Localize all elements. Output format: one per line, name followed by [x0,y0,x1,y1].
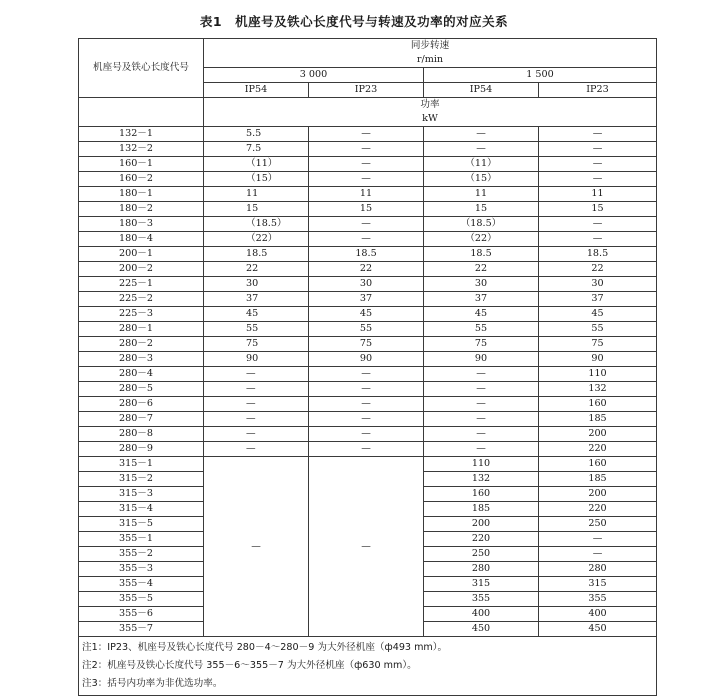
merged-dash-3000-ip23: — [309,457,424,637]
table-cell: 180－2 [79,202,204,217]
table-row [79,412,657,427]
table-cell: 355－2 [79,547,204,562]
table-cell: 18.5 [204,247,309,262]
table-cell: 11 [309,187,424,202]
table-cell: — [309,217,424,232]
header-sync-speed [204,39,657,68]
table-row [79,232,657,247]
table-cell: 355－7 [79,622,204,637]
table-cell: 185 [539,412,657,427]
table-cell: 280－6 [79,397,204,412]
frame-power-table [78,38,657,696]
table-row [79,307,657,322]
table-cell: 45 [539,307,657,322]
table-cell: 315－1 [79,457,204,472]
table-cell: — [204,397,309,412]
table-cell: 355 [424,592,539,607]
table-cell: 15 [539,202,657,217]
table-cell: 355 [539,592,657,607]
table-cell: 315 [424,577,539,592]
table-cell: （15） [424,172,539,187]
table-row [79,457,657,472]
table-cell: 18.5 [424,247,539,262]
table-cell: 132 [424,472,539,487]
table-cell: — [539,172,657,187]
table-cell: — [309,232,424,247]
table-row [79,202,657,217]
table-cell: — [309,442,424,457]
table-row [79,127,657,142]
table-cell: 355－1 [79,532,204,547]
table-cell: （15） [204,172,309,187]
table-cell: 200 [539,487,657,502]
table-cell: 55 [424,322,539,337]
table-cell: 37 [539,292,657,307]
table-cell: — [309,142,424,157]
table-cell: 11 [204,187,309,202]
table-cell: — [309,127,424,142]
table-cell: — [204,442,309,457]
table-row [79,277,657,292]
table-cell: — [204,367,309,382]
table-cell: — [309,412,424,427]
table-cell: — [309,397,424,412]
table-cell: 90 [204,352,309,367]
header-frame-code: 机座号及铁心长度代号 [79,39,204,98]
table-cell: 5.5 [204,127,309,142]
table-cell: 400 [539,607,657,622]
header-ip54-1500: IP54 [424,83,539,98]
table-cell: 55 [539,322,657,337]
note-line: 注2：机座号及铁心长度代号 355－6～355－7 为大外径机座（ф630 mm）。 [82,660,417,671]
table-cell: 22 [309,262,424,277]
table-cell: 280－2 [79,337,204,352]
table-row [79,382,657,397]
table-cell: 185 [424,502,539,517]
table-cell: 280 [539,562,657,577]
header-speed-1500: 1 500 [424,68,657,83]
table-cell: 132 [539,382,657,397]
table-cell: — [204,427,309,442]
speed-unit: r/min [416,54,444,65]
table-cell: 30 [309,277,424,292]
table-cell: （11） [204,157,309,172]
table-cell: — [424,412,539,427]
table-cell: 450 [539,622,657,637]
table-cell: — [309,382,424,397]
table-cell: — [424,397,539,412]
table-row [79,157,657,172]
table-cell: 200 [424,517,539,532]
speed-label: 同步转速 [410,40,450,51]
table-cell: — [309,157,424,172]
table-cell: 225－3 [79,307,204,322]
table-cell: 90 [309,352,424,367]
table-cell: 280－5 [79,382,204,397]
table-cell: 280－1 [79,322,204,337]
table-cell: 160 [539,397,657,412]
header-power [204,98,657,127]
table-cell: — [539,547,657,562]
table-cell: （22） [204,232,309,247]
table-row [79,322,657,337]
power-unit: kW [422,113,438,124]
table-cell: 30 [424,277,539,292]
table-cell: 250 [424,547,539,562]
table-cell: — [539,532,657,547]
table-row [79,352,657,367]
table-row [79,337,657,352]
table-cell: 200 [539,427,657,442]
table-cell: — [309,427,424,442]
table-cell: — [424,142,539,157]
table-row [79,292,657,307]
table-row [79,397,657,412]
table-cell: 355－4 [79,577,204,592]
header-ip54-3000: IP54 [204,83,309,98]
table-cell: 160 [539,457,657,472]
table-row [79,217,657,232]
table-cell: 315－4 [79,502,204,517]
table-cell: — [424,367,539,382]
table-title: 表1 机座号及铁心长度代号与转速及功率的对应关系 [199,14,509,29]
table-row [79,187,657,202]
table-cell: 110 [424,457,539,472]
table-cell: — [539,142,657,157]
table-cell: 280－3 [79,352,204,367]
table-row [79,172,657,187]
table-cell: 280－9 [79,442,204,457]
table-cell: 75 [204,337,309,352]
table-cell: 30 [539,277,657,292]
table-cell: — [424,382,539,397]
note-line: 注3：括号内功率为非优选功率。 [82,678,223,689]
table-cell: （18.5） [204,217,309,232]
table-cell: 30 [204,277,309,292]
table-cell: 200－1 [79,247,204,262]
table-cell: 160－1 [79,157,204,172]
table-cell: 90 [539,352,657,367]
table-cell: 90 [424,352,539,367]
table-cell: 37 [204,292,309,307]
table-cell: 18.5 [539,247,657,262]
table-cell: 180－3 [79,217,204,232]
note-line: 注1：IP23、机座号及铁心长度代号 280－4～280－9 为大外径机座（ф493 mm）。 [82,642,448,653]
table-cell: 280－8 [79,427,204,442]
table-cell: 280 [424,562,539,577]
table-cell: — [539,217,657,232]
table-cell: 45 [204,307,309,322]
table-cell: 132－1 [79,127,204,142]
table-cell: 400 [424,607,539,622]
table-cell: 315－5 [79,517,204,532]
table-cell: 225－2 [79,292,204,307]
table-cell: — [424,127,539,142]
table-cell: （18.5） [424,217,539,232]
table-cell: 11 [424,187,539,202]
table-cell: 75 [424,337,539,352]
header-ip23-1500: IP23 [539,83,657,98]
table-row [79,367,657,382]
table-cell: 450 [424,622,539,637]
table-cell: 160－2 [79,172,204,187]
table-cell: 220 [539,502,657,517]
table-cell: 220 [424,532,539,547]
table-cell: — [539,127,657,142]
table-cell: — [309,172,424,187]
table-cell: — [204,382,309,397]
table-cell: 18.5 [309,247,424,262]
table-cell: 75 [539,337,657,352]
table-cell: 55 [204,322,309,337]
table-cell: 355－3 [79,562,204,577]
table-cell: 45 [309,307,424,322]
table-cell: 75 [309,337,424,352]
table-cell: 355－6 [79,607,204,622]
table-cell: 22 [539,262,657,277]
table-cell: 7.5 [204,142,309,157]
table-cell: 110 [539,367,657,382]
table-row [79,142,657,157]
table-row [79,262,657,277]
table-cell: 220 [539,442,657,457]
table-cell: 160 [424,487,539,502]
power-label: 功率 [420,99,440,110]
table-cell: 55 [309,322,424,337]
table-cell: — [424,442,539,457]
table-row [79,247,657,262]
table-cell: 315－2 [79,472,204,487]
table-cell: 185 [539,472,657,487]
table-row [79,427,657,442]
table-cell: — [539,232,657,247]
table-cell: 180－1 [79,187,204,202]
table-cell: 132－2 [79,142,204,157]
table-cell: 11 [539,187,657,202]
table-cell: 22 [204,262,309,277]
table-cell: — [424,427,539,442]
table-cell: — [539,157,657,172]
table-cell: — [309,367,424,382]
header-frame-spacer [79,98,204,127]
table-cell: （11） [424,157,539,172]
table-cell: 180－4 [79,232,204,247]
table-cell: 15 [309,202,424,217]
table-cell: 15 [424,202,539,217]
table-cell: 280－7 [79,412,204,427]
table-row [79,442,657,457]
table-cell: 280－4 [79,367,204,382]
table-cell: 22 [424,262,539,277]
table-cell: 250 [539,517,657,532]
table-cell: 200－2 [79,262,204,277]
table-cell: 37 [309,292,424,307]
table-cell: 355－5 [79,592,204,607]
table-cell: 15 [204,202,309,217]
table-cell: 315 [539,577,657,592]
table-cell: 37 [424,292,539,307]
header-speed-3000: 3 000 [204,68,424,83]
table-cell: — [204,412,309,427]
table-cell: 315－3 [79,487,204,502]
header-ip23-3000: IP23 [309,83,424,98]
table-cell: 45 [424,307,539,322]
table-cell: （22） [424,232,539,247]
merged-dash-3000-ip54: — [204,457,309,637]
table-cell: 225－1 [79,277,204,292]
